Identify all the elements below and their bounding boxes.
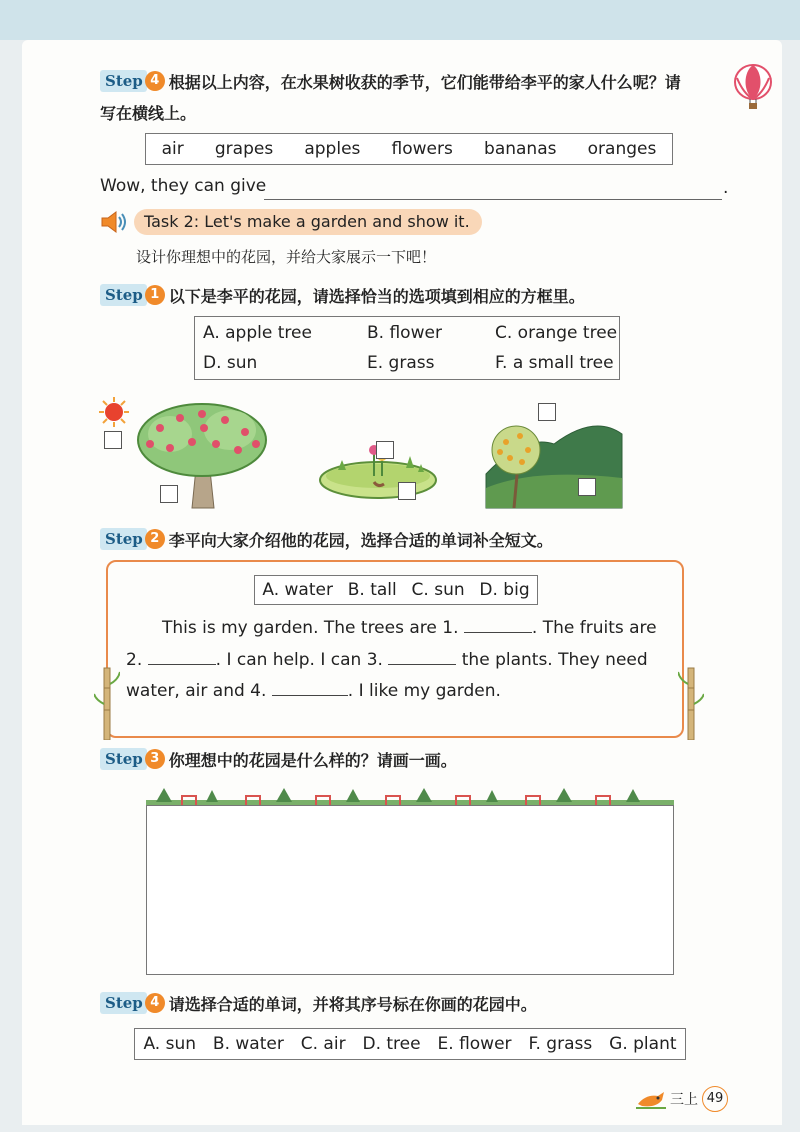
step-number-badge: 1 (145, 285, 165, 305)
option-e: E. grass (367, 353, 435, 373)
word-option: flowers (391, 139, 453, 159)
answer-checkbox-grass[interactable] (398, 482, 416, 500)
word-option: G. plant (609, 1034, 677, 1054)
orange-tree-icon (484, 414, 624, 510)
blank-1[interactable] (464, 632, 532, 633)
instruction-text: 李平向大家介绍他的花园，选择合适的单词补全短文。 (168, 530, 553, 550)
bird-icon (636, 1088, 666, 1110)
story-text: the plants. They need (461, 650, 648, 670)
word-option: grapes (214, 139, 274, 159)
word-option: E. flower (437, 1034, 512, 1054)
story-text: water, air and 4. (126, 681, 267, 701)
step-number-badge: 2 (145, 529, 165, 549)
step-word: Step (100, 992, 147, 1014)
story-text: . I like my garden. (347, 681, 501, 701)
word-bank-bottom (134, 1028, 686, 1060)
word-option: F. grass (528, 1034, 593, 1054)
answer-checkbox-orange-tree[interactable] (578, 478, 596, 496)
task-subtitle: 设计你理想中的花园，并给大家展示一下吧！ (136, 248, 437, 266)
answer-checkbox-flower[interactable] (376, 441, 394, 459)
blank-4[interactable] (272, 695, 348, 696)
step4-bottom-heading (100, 990, 537, 1016)
apple-tree-icon (130, 398, 272, 510)
step1-heading (100, 282, 585, 308)
answer-checkbox-sun[interactable] (104, 431, 122, 449)
answer-line[interactable] (264, 180, 722, 200)
step-word: Step (100, 528, 147, 550)
step4-top-heading (100, 68, 681, 94)
choice-option: A. water (262, 580, 333, 600)
sentence-start: Wow, they can give (100, 176, 267, 196)
choice-option: B. tall (347, 580, 397, 600)
story-line-3 (126, 681, 501, 701)
story-text: 2. (126, 650, 143, 670)
sentence-end: . (723, 178, 729, 198)
drawing-area[interactable] (146, 805, 674, 975)
word-option: D. tree (362, 1034, 421, 1054)
instruction-text-line2: 写在横线上。 (100, 104, 197, 123)
page-number: 49 (702, 1086, 728, 1112)
word-option: C. air (300, 1034, 346, 1054)
step-word: Step (100, 748, 147, 770)
answer-checkbox-apple-tree[interactable] (160, 485, 178, 503)
blank-2[interactable] (148, 664, 216, 665)
bamboo-icon (678, 664, 704, 740)
step-word: Step (100, 70, 147, 92)
instruction-text: 以下是李平的花园，请选择恰当的选项填到相应的方框里。 (168, 286, 585, 306)
word-option: air (161, 139, 184, 159)
balloon-icon (733, 64, 773, 110)
page-footer (636, 1086, 728, 1112)
story-line-1 (162, 618, 657, 638)
options-table (194, 316, 620, 380)
story-text: This is my garden. The trees are 1. (162, 618, 459, 638)
step-number-badge: 4 (145, 993, 165, 1013)
sun-icon (98, 396, 130, 428)
step-number-badge: 4 (145, 71, 165, 91)
option-b: B. flower (367, 323, 442, 343)
top-band (0, 0, 800, 40)
story-line-2 (126, 650, 648, 670)
instruction-text: 请选择合适的单词，并将其序号标在你画的花园中。 (168, 994, 537, 1014)
blank-3[interactable] (388, 664, 456, 665)
choice-bank (254, 575, 538, 605)
story-text: . The fruits are (531, 618, 657, 638)
word-option: bananas (484, 139, 557, 159)
answer-checkbox-small-tree[interactable] (538, 403, 556, 421)
option-f: F. a small tree (495, 353, 614, 373)
speaker-icon (100, 210, 130, 234)
step3-heading (100, 746, 457, 772)
instruction-text: 你理想中的花园是什么样的？请画一画。 (168, 750, 457, 770)
option-a: A. apple tree (203, 323, 312, 343)
task-title: Task 2: Let's make a garden and show it. (134, 209, 482, 235)
step2-heading (100, 526, 553, 552)
step-number-badge: 3 (145, 749, 165, 769)
grade-label: 三上 (670, 1092, 698, 1108)
option-d: D. sun (203, 353, 258, 373)
word-bank-top (145, 133, 673, 165)
step-word: Step (100, 284, 147, 306)
choice-option: D. big (479, 580, 530, 600)
bamboo-icon (94, 664, 120, 740)
option-c: C. orange tree (495, 323, 618, 343)
word-option: oranges (587, 139, 657, 159)
word-option: B. water (212, 1034, 284, 1054)
story-text: . I can help. I can 3. (215, 650, 383, 670)
instruction-text: 根据以上内容，在水果树收获的季节，它们能带给李平的家人什么呢？请 (168, 72, 681, 92)
word-option: A. sun (143, 1034, 196, 1054)
choice-option: C. sun (411, 580, 465, 600)
task2-heading (100, 208, 482, 236)
word-option: apples (304, 139, 361, 159)
